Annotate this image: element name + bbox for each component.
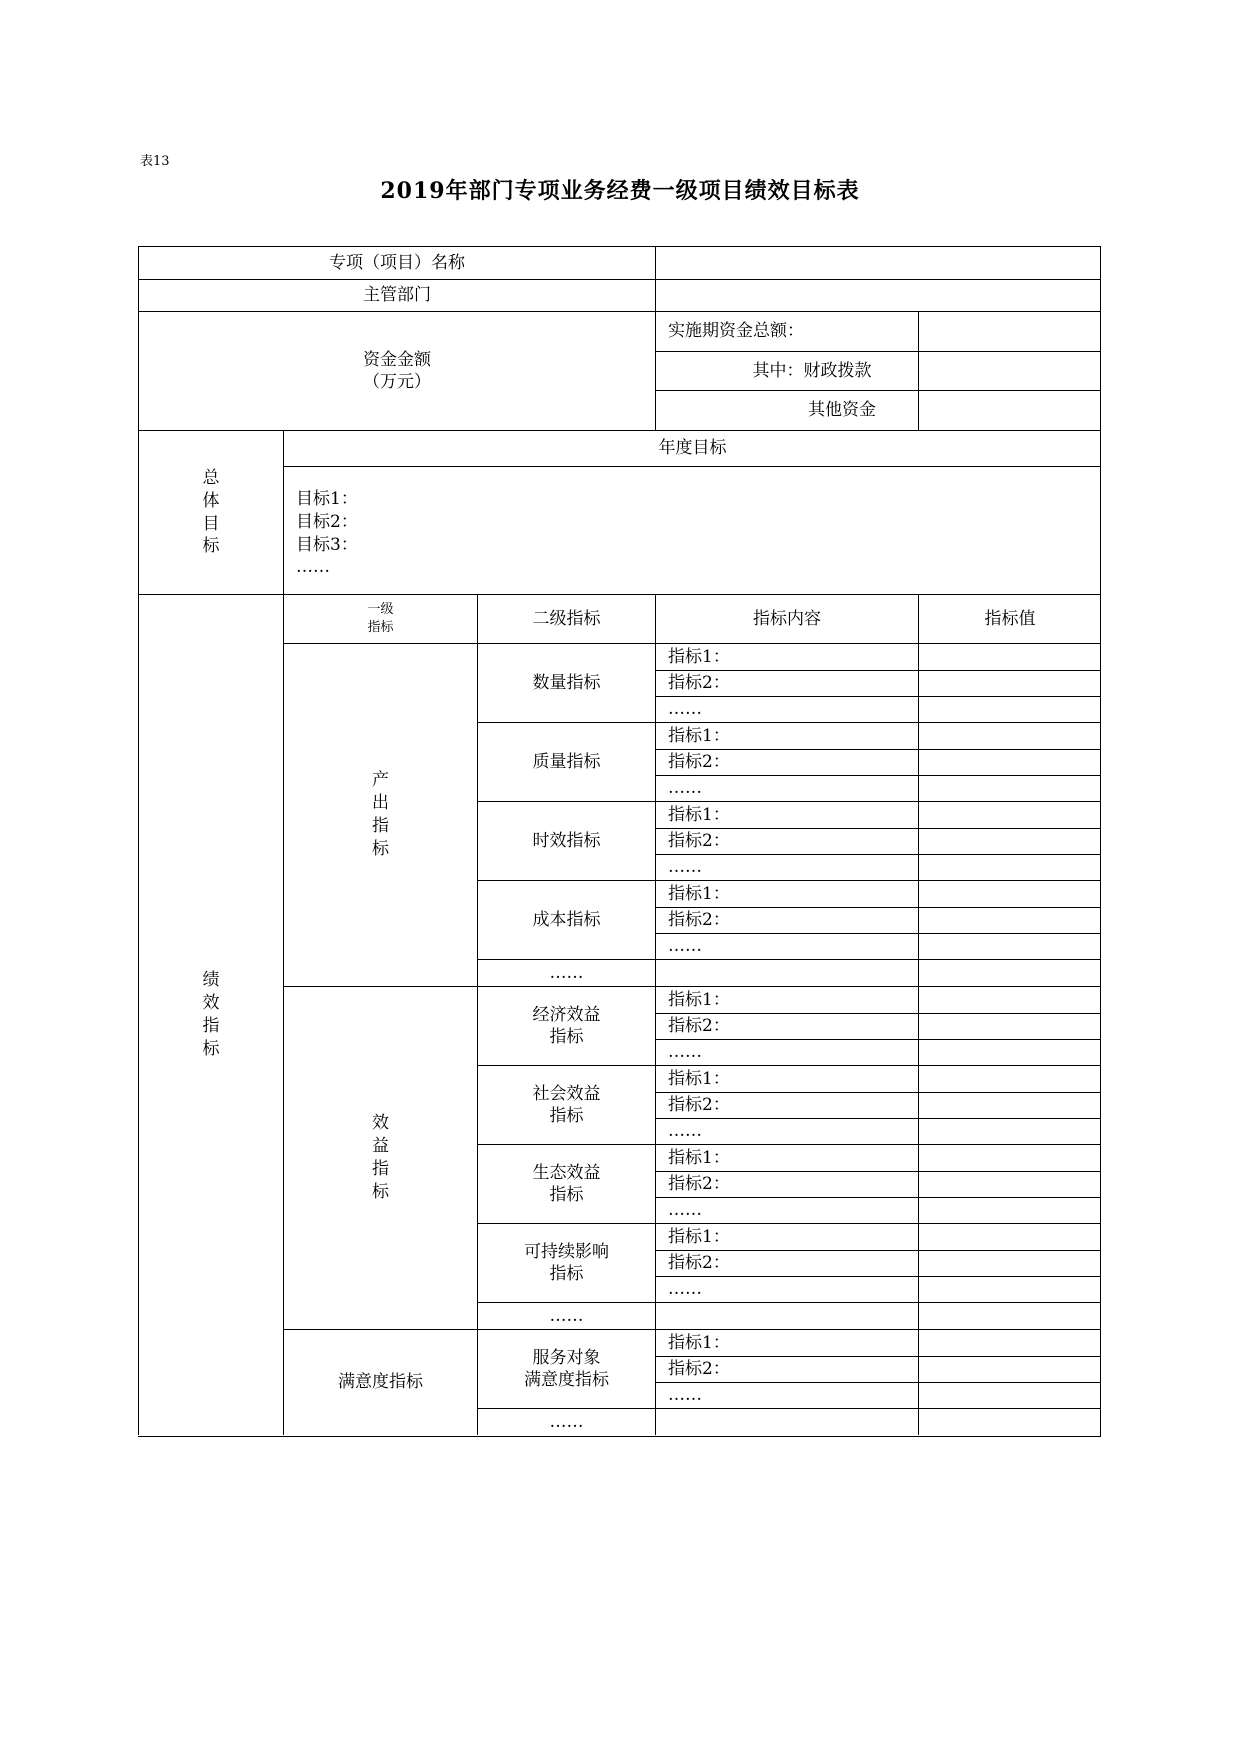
funds-label-line1: 资金金额: [363, 349, 431, 370]
col-level1-line2: 指标: [367, 620, 394, 635]
service-line1: 服务对象: [532, 1347, 601, 1368]
output-char: 出: [372, 793, 389, 814]
indicator-value[interactable]: [918, 643, 1101, 670]
indicator-value[interactable]: [918, 722, 1101, 749]
indicator-value[interactable]: [918, 1408, 1101, 1435]
table-number-label: 表13: [140, 154, 170, 169]
indicator-content[interactable]: 指标1：: [655, 1223, 918, 1250]
indicator-content[interactable]: 指标2：: [655, 749, 918, 775]
performance-target-table: [138, 246, 1101, 1437]
indicator-value[interactable]: [918, 1197, 1101, 1223]
indicator-content[interactable]: 指标1：: [655, 643, 918, 670]
eco-line1: 生态效益: [532, 1162, 601, 1183]
indicator-content[interactable]: ……: [655, 1276, 918, 1302]
col-level1-header: [283, 594, 477, 643]
indicator-content[interactable]: ……: [655, 696, 918, 722]
overall-char: 总: [202, 467, 220, 488]
indicator-content[interactable]: 指标1：: [655, 1144, 918, 1171]
indicator-value[interactable]: [918, 1223, 1101, 1250]
page-title: 2019年部门专项业务经费一级项目绩效目标表: [380, 178, 860, 204]
perf-char: 效: [202, 993, 220, 1014]
fiscal-funds-label: 其中：财政拨款: [655, 351, 918, 390]
goal-item: 目标2：: [296, 511, 358, 532]
indicator-value[interactable]: [918, 986, 1101, 1013]
benefit-char: 指: [372, 1159, 389, 1179]
indicator-content[interactable]: [655, 1408, 918, 1435]
goal-item: 目标1：: [296, 488, 358, 509]
indicator-content[interactable]: ……: [655, 775, 918, 801]
indicator-value[interactable]: [918, 1144, 1101, 1171]
indicator-content[interactable]: ……: [655, 933, 918, 959]
total-funds-field[interactable]: [918, 311, 1101, 351]
total-funds-label: 实施期资金总额：: [655, 311, 918, 351]
benefit-indicator-label: [283, 986, 477, 1329]
indicator-content[interactable]: 指标2：: [655, 1171, 918, 1197]
indicator-value[interactable]: [918, 880, 1101, 907]
indicator-value[interactable]: [918, 959, 1101, 986]
indicator-content[interactable]: ……: [655, 1382, 918, 1408]
indicator-content[interactable]: 指标2：: [655, 670, 918, 696]
goal-item: 目标3：: [296, 534, 358, 555]
indicator-content[interactable]: 指标1：: [655, 1065, 918, 1092]
col-level1-line1: 一级: [367, 602, 394, 618]
output-more: ……: [477, 959, 655, 986]
perf-char: 绩: [202, 970, 220, 991]
indicator-content[interactable]: 指标1：: [655, 722, 918, 749]
indicator-content[interactable]: ……: [655, 1197, 918, 1223]
goal-item: ……: [296, 557, 330, 578]
col-content-header: 指标内容: [655, 594, 918, 643]
col-value-header: 指标值: [918, 594, 1101, 643]
quantity-indicator: 数量指标: [477, 643, 655, 722]
indicator-content[interactable]: 指标1：: [655, 801, 918, 828]
indicator-value[interactable]: [918, 775, 1101, 801]
project-name-label: 专项（项目）名称: [138, 246, 655, 279]
indicator-value[interactable]: [918, 1065, 1101, 1092]
annual-goals-list[interactable]: [283, 466, 1101, 594]
indicator-value[interactable]: [918, 854, 1101, 880]
eco-line2: 指标: [549, 1185, 584, 1205]
output-indicator-label: [283, 643, 477, 986]
indicator-content[interactable]: 指标1：: [655, 986, 918, 1013]
output-char: 标: [372, 838, 389, 859]
indicator-value[interactable]: [918, 1092, 1101, 1118]
funds-label-line2: （万元）: [363, 372, 431, 392]
benefit-char: 标: [372, 1181, 389, 1202]
benefit-more: ……: [477, 1302, 655, 1329]
indicator-content[interactable]: 指标1：: [655, 1329, 918, 1356]
indicator-value[interactable]: [918, 670, 1101, 696]
indicator-content[interactable]: ……: [655, 854, 918, 880]
indicator-value[interactable]: [918, 1302, 1101, 1329]
indicator-content[interactable]: 指标2：: [655, 1356, 918, 1382]
indicator-value[interactable]: [918, 933, 1101, 959]
indicator-value[interactable]: [918, 1118, 1101, 1144]
perf-char: 标: [202, 1038, 220, 1059]
indicator-content[interactable]: 指标2：: [655, 828, 918, 854]
economic-benefit-indicator: [477, 986, 655, 1065]
service-satisfaction-indicator: [477, 1329, 655, 1408]
col-level2-header: 二级指标: [477, 594, 655, 643]
overall-char: 体: [202, 490, 220, 511]
indicator-value[interactable]: [918, 696, 1101, 722]
economic-line2: 指标: [549, 1027, 584, 1047]
cost-indicator: 成本指标: [477, 880, 655, 959]
indicator-content[interactable]: 指标2：: [655, 1092, 918, 1118]
indicator-value[interactable]: [918, 828, 1101, 854]
indicator-value[interactable]: [918, 907, 1101, 933]
benefit-char: 效: [372, 1113, 389, 1134]
indicator-content[interactable]: [655, 959, 918, 986]
overall-char: 标: [202, 536, 220, 557]
dept-label: 主管部门: [138, 279, 655, 311]
quality-indicator: 质量指标: [477, 722, 655, 801]
indicator-value[interactable]: [918, 1329, 1101, 1356]
funds-label: [138, 311, 655, 430]
social-line1: 社会效益: [532, 1083, 601, 1104]
indicator-value[interactable]: [918, 1382, 1101, 1408]
timeliness-indicator: 时效指标: [477, 801, 655, 880]
indicator-content[interactable]: 指标2：: [655, 1250, 918, 1276]
indicator-content[interactable]: 指标1：: [655, 880, 918, 907]
satisfaction-more: ……: [477, 1408, 655, 1435]
service-line2: 满意度指标: [524, 1370, 609, 1390]
indicator-value[interactable]: [918, 1013, 1101, 1039]
indicator-value[interactable]: [918, 749, 1101, 775]
sustain-line2: 指标: [549, 1264, 584, 1284]
ecological-benefit-indicator: [477, 1144, 655, 1223]
indicator-content[interactable]: ……: [655, 1039, 918, 1065]
benefit-char: 益: [372, 1136, 389, 1157]
indicator-value[interactable]: [918, 1250, 1101, 1276]
satisfaction-indicator-label: 满意度指标: [283, 1329, 477, 1435]
other-funds-label: 其他资金: [655, 390, 918, 430]
overall-char: 目: [202, 513, 220, 534]
overall-goal-label: [138, 430, 283, 594]
dept-field[interactable]: [655, 279, 1101, 311]
indicator-content[interactable]: 指标2：: [655, 907, 918, 933]
indicator-value[interactable]: [918, 1276, 1101, 1302]
perf-indicator-label: [138, 594, 283, 1435]
perf-char: 指: [202, 1016, 220, 1036]
project-name-field[interactable]: [655, 246, 1101, 279]
economic-line1: 经济效益: [532, 1004, 601, 1025]
fiscal-funds-field[interactable]: [918, 351, 1101, 390]
indicator-content[interactable]: [655, 1302, 918, 1329]
annual-goal-label: 年度目标: [283, 430, 1101, 466]
output-char: 指: [372, 816, 389, 836]
sustainability-indicator: [477, 1223, 655, 1302]
indicator-value[interactable]: [918, 1039, 1101, 1065]
social-benefit-indicator: [477, 1065, 655, 1144]
indicator-value[interactable]: [918, 1171, 1101, 1197]
social-line2: 指标: [549, 1106, 584, 1126]
output-char: 产: [372, 770, 389, 791]
sustain-line1: 可持续影响: [524, 1241, 609, 1262]
other-funds-field[interactable]: [918, 390, 1101, 430]
indicator-value[interactable]: [918, 1356, 1101, 1382]
indicator-content[interactable]: ……: [655, 1118, 918, 1144]
indicator-content[interactable]: 指标2：: [655, 1013, 918, 1039]
indicator-value[interactable]: [918, 801, 1101, 828]
